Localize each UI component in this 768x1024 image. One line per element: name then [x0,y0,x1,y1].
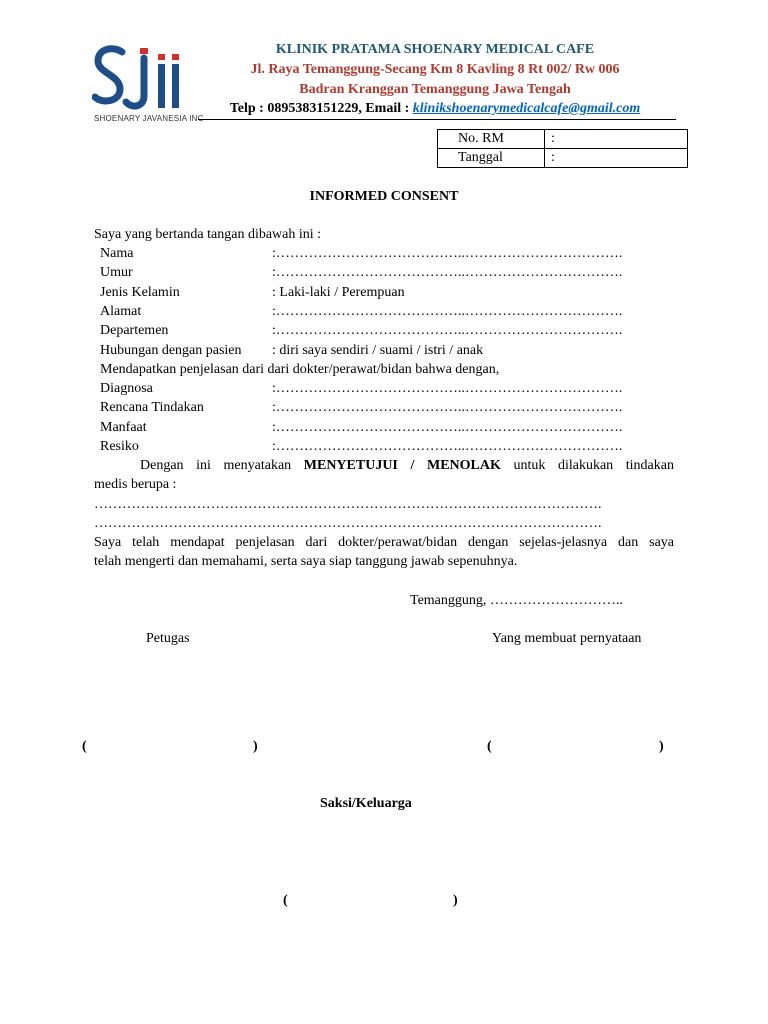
officer-sign-close: ) [253,739,258,754]
consent-line-1 [140,458,674,474]
date-row [438,149,688,168]
action-dots-2: ………………………………………………………………………………………………. [94,516,602,531]
officer-sign-open: ( [82,739,87,754]
consent-text: Dengan ini menyatakan [140,458,304,473]
witness-sign-close: ) [453,893,458,908]
field-value: : diri saya sendiri / suami / istri / anak [272,343,484,358]
field-label: Alamat [100,304,142,319]
rm-value: : [545,130,688,149]
logo-caption: SHOENARY JAVANESIA INC [94,114,204,123]
statement-line-1: Saya telah mendapat penjelasan dari dokter/perawat/bidan dengan sejelas-jelasnya dan saya [94,535,674,550]
field-value: :…………………………………..……………………………. [272,420,623,435]
explanation-line: Mendapatkan penjelasan dari dari dokter/perawat/bidan bahwa dengan, [100,362,500,377]
date-value: : [545,149,688,168]
action-dots-1: ………………………………………………………………………………………………. [94,497,602,512]
field-value: :…………………………………..……………………………. [272,439,623,454]
document-title: INFORMED CONSENT [309,189,459,204]
consent-choice: MENYETUJUI / MENOLAK [303,458,501,473]
field-label: Umur [100,265,133,280]
clinic-name: KLINIK PRATAMA SHOENARY MEDICAL CAFE [275,42,595,57]
rm-row [438,130,688,149]
field-label: Departemen [100,323,169,338]
rm-label: No. RM [438,130,545,149]
officer-label: Petugas [146,631,190,646]
field-label: Resiko [100,439,139,454]
field-value: :…………………………………..……………………………. [272,246,623,261]
email-link[interactable]: klinikshoenarymedicalcafe@gmail.com [412,101,641,116]
field-label: Nama [100,246,134,261]
rm-table [437,129,688,168]
consent-text: untuk dilakukan tindakan [500,458,674,473]
address-line-2: Badran Kranggan Temanggung Jawa Tengah [299,82,571,97]
declarant-label: Yang membuat pernyataan [492,631,642,646]
field-value: :…………………………………..……………………………. [272,400,623,415]
field-label: Manfaat [100,420,147,435]
contact-prefix: Telp : 0895383151229, Email : [229,101,413,116]
field-label: Hubungan dengan pasien [100,343,242,358]
field-value: : Laki-laki / Perempuan [272,285,405,300]
field-value: :…………………………………..……………………………. [272,304,623,319]
address-line-1: Jl. Raya Temanggung-Secang Km 8 Kavling 8 Rt 002/ Rw 006 [250,62,620,77]
statement-line-2: telah mengerti dan memahami, serta saya siap tanggung jawab sepenuhnya. [94,554,518,569]
consent-line-2: medis berupa : [94,477,177,492]
contact-line [200,101,670,117]
field-label: Jenis Kelamin [100,285,180,300]
place-date: Temanggung, ……………………….. [410,593,623,608]
field-label: Rencana Tindakan [100,400,204,415]
witness-label: Saksi/Keluarga [320,796,412,811]
field-value: :…………………………………..……………………………. [272,265,623,280]
field-value: :…………………………………..……………………………. [272,323,623,338]
intro-text: Saya yang bertanda tangan dibawah ini : [94,227,322,242]
declarant-sign-open: ( [487,739,492,754]
clinic-logo [92,44,202,124]
header-divider [198,119,676,120]
witness-sign-open: ( [283,893,288,908]
declarant-sign-close: ) [659,739,664,754]
field-label: Diagnosa [100,381,153,396]
field-value: :…………………………………..……………………………. [272,381,623,396]
date-label: Tanggal [438,149,545,168]
